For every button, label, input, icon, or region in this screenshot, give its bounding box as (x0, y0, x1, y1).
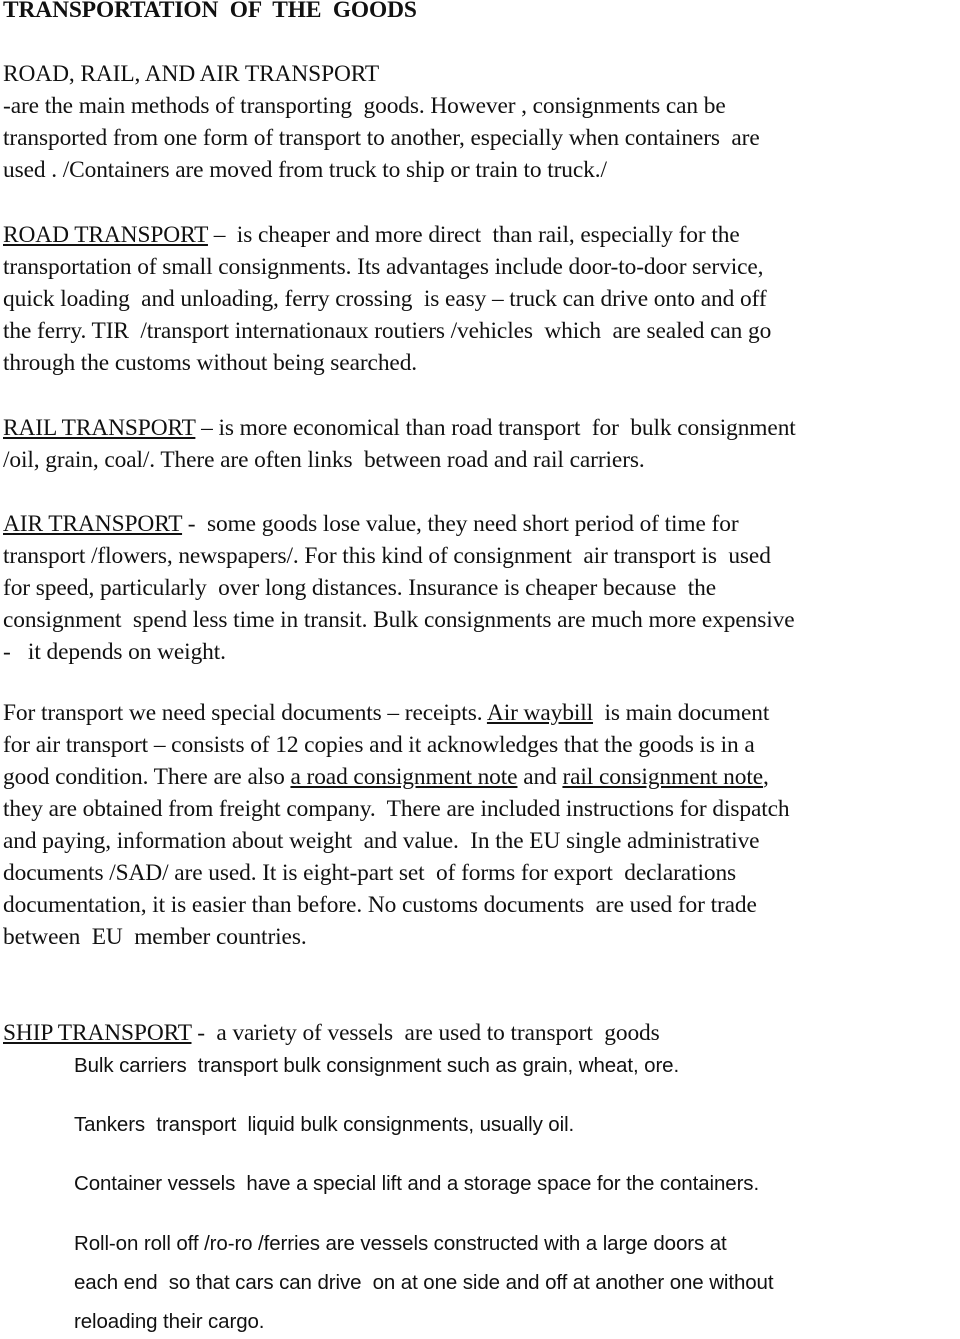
intro-section (3, 58, 959, 186)
intro-heading: ROAD, RAIL, AND AIR TRANSPORT (3, 61, 380, 87)
road-consignment-note-term: a road consignment note (290, 764, 518, 790)
ship-tankers-line: Tankers transport liquid bulk consignments, usually oil. (74, 1113, 575, 1136)
intro-line: used . /Containers are moved from truck to ship or train to truck./ (3, 157, 607, 183)
air-line: transport /flowers, newspapers/. For this kind of consignment air transport is used (3, 543, 771, 569)
road-line: the ferry. TIR /transport internationaux routiers /vehicles which are sealed can go (3, 318, 772, 344)
ship-roro-line: reloading their cargo. (74, 1310, 265, 1333)
documents-line-text: , (763, 764, 769, 790)
ship-ro-ro-ferries (74, 1224, 960, 1339)
documents-line: they are obtained from freight company. There are included instructions for dispatch (3, 796, 790, 822)
road-first-line-rest: – is cheaper and more direct than rail, especially for the (207, 222, 740, 248)
air-first-line-rest: - some goods lose value, they need short period of time for (182, 511, 739, 537)
rail-line: /oil, grain, coal/. There are often links between road and rail carriers. (3, 447, 645, 473)
rail-transport-term: RAIL TRANSPORT (3, 415, 196, 441)
documents-line: and paying, information about weight and value. In the EU single administrative (3, 828, 760, 854)
air-first-line (3, 508, 959, 540)
rail-first-line-rest: – is more economical than road transport for bulk consignment (195, 415, 796, 441)
ship-first-line (3, 1017, 959, 1049)
road-transport-term: ROAD TRANSPORT (3, 222, 208, 248)
road-line: through the customs without being searched. (3, 350, 418, 376)
documents-line-text: For transport we need special documents – receipts. (3, 700, 487, 726)
rail-transport-section (3, 412, 959, 476)
document-title: TRANSPORTATION OF THE GOODS (3, 0, 417, 23)
documents-line: between EU member countries. (3, 924, 307, 950)
ship-bulk-carriers (74, 1046, 960, 1085)
ship-roro-line: each end so that cars can drive on at one side and off at another one without (74, 1271, 774, 1294)
road-transport-section (3, 219, 959, 379)
documents-section (3, 697, 959, 953)
road-line: transportation of small consignments. Its advantages include door-to-door service, (3, 254, 764, 280)
documents-line: documents /SAD/ are used. It is eight-part set of forms for export declarations (3, 860, 737, 886)
air-transport-term: AIR TRANSPORT (3, 511, 183, 537)
documents-line-text: is main document (593, 700, 770, 726)
documents-line: for air transport – consists of 12 copies and it acknowledges that the goods is in a (3, 732, 755, 758)
road-first-line (3, 219, 959, 251)
ship-bulk-line: Bulk carriers transport bulk consignment such as grain, wheat, ore. (74, 1054, 680, 1077)
ship-first-line-rest: - a variety of vessels are used to transport goods (191, 1020, 660, 1046)
documents-third-line (3, 761, 959, 793)
documents-line-text: good condition. There are also (3, 764, 291, 790)
ship-transport-term: SHIP TRANSPORT (3, 1020, 192, 1046)
intro-line: -are the main methods of transporting goods. However , consignments can be (3, 93, 726, 119)
ship-transport-section (3, 1017, 959, 1049)
air-line: for speed, particularly over long distances. Insurance is cheaper because the (3, 575, 717, 601)
documents-line-text: and (517, 764, 563, 790)
air-line: consignment spend less time in transit. Bulk consignments are much more expensive (3, 607, 795, 633)
ship-container-line: Container vessels have a special lift and a storage space for the containers. (74, 1172, 760, 1195)
documents-line: documentation, it is easier than before. No customs documents are used for trade (3, 892, 757, 918)
ship-container-vessels (74, 1164, 960, 1203)
air-line: - it depends on weight. (3, 639, 226, 665)
ship-tankers (74, 1105, 960, 1144)
air-waybill-term: Air waybill (486, 700, 594, 726)
rail-first-line (3, 412, 959, 444)
road-line: quick loading and unloading, ferry crossing is easy – truck can drive onto and off (3, 286, 767, 312)
air-transport-section (3, 508, 959, 668)
documents-first-line (3, 697, 959, 729)
ship-roro-line: Roll-on roll off /ro-ro /ferries are vessels constructed with a large doors at (74, 1232, 727, 1255)
intro-line: transported from one form of transport to another, especially when containers are (3, 125, 760, 151)
rail-consignment-note-term: rail consignment note (562, 764, 764, 790)
